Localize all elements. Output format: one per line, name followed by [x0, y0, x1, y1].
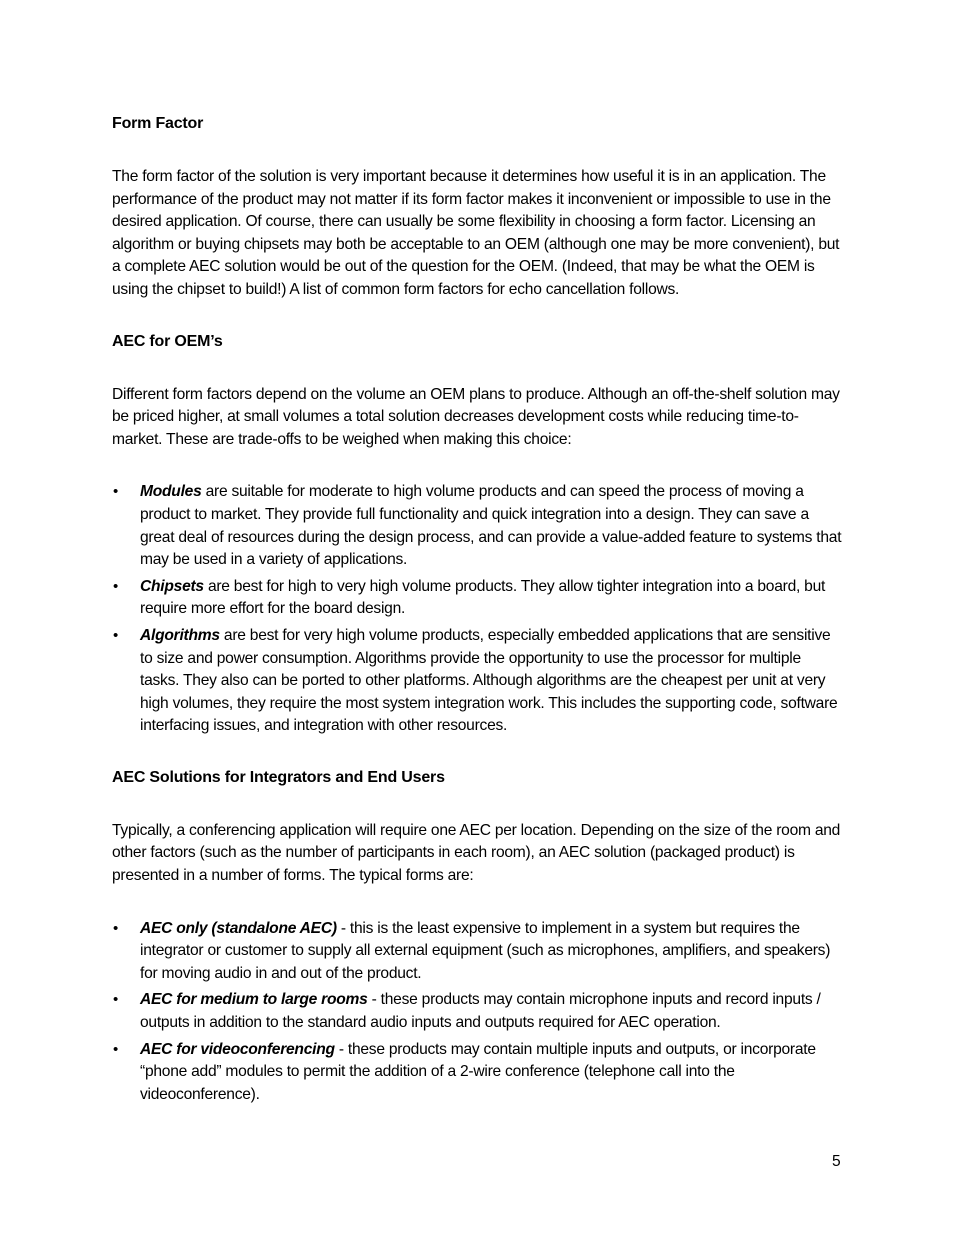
list-item-term: AEC only (standalone AEC) [140, 919, 337, 937]
list-item [112, 481, 842, 571]
section-heading: Form Factor [112, 115, 204, 132]
bullet-list [112, 918, 842, 1107]
list-item-text: are suitable for moderate to high volume products and can speed the process of moving a product to market. They provide full functionality and quick integration into a design. They can save a great deal of resources during the design process, and can provide a value-added feature to systems that may be used in a variety of applications. [140, 483, 842, 569]
bullet-icon: • [113, 919, 119, 937]
list-item [112, 918, 842, 986]
section-heading: AEC for OEM’s [112, 332, 223, 350]
bullet-list [112, 481, 842, 738]
list-item-term: AEC for videoconferencing [140, 1040, 335, 1058]
list-item-term: AEC for medium to large rooms [140, 991, 368, 1009]
list-item [112, 625, 842, 738]
paragraph: Different form factors depend on the volume an OEM plans to produce. Although an off-the-shelf solution may be priced higher, at small volumes a total solution decreases development costs while reducing time-to-market. These are trade-offs to be weighed when making this choice: [112, 385, 840, 448]
list-item [112, 576, 842, 621]
list-item-text: are best for very high volume products, especially embedded applications that are sensitive to size and power consumption. Algorithms provide the opportunity to use the processor for multiple tasks. They also can be ported to other platforms. Although algorithms are the cheapest per unit at very high volumes, they require the most system integration work. This includes the supporting code, software interfacing issues, and integration with other resources. [140, 626, 838, 735]
document-page [112, 114, 842, 1136]
list-item-term: Modules [140, 483, 202, 501]
section-aec-solutions-integrators [112, 768, 842, 1107]
list-item-text: - these products may contain multiple inputs and outputs, or incorporate “phone add” modules to permit the addition of a 2-wire conference (telephone call into the videoconference). [140, 1040, 816, 1103]
bullet-icon: • [113, 626, 119, 644]
bullet-icon: • [113, 483, 119, 501]
bullet-icon: • [113, 577, 119, 595]
list-item-text: - this is the least expensive to implement in a system but requires the integrator or customer to supply all external equipment (such as microphones, amplifiers, and speakers) for moving audio in and out of the product. [140, 919, 831, 982]
section-heading: AEC Solutions for Integrators and End Users [112, 768, 445, 786]
bullet-icon: • [113, 1040, 119, 1058]
list-item [112, 1039, 842, 1107]
section-form-factor [112, 114, 842, 302]
paragraph: Typically, a conferencing application will require one AEC per location. Depending on the size of the room and other factors (such as the number of participants in each room), an AEC solution (packaged product) is presented in a number of forms. The typical forms are: [112, 821, 841, 885]
list-item [112, 989, 842, 1034]
section-aec-for-oems [112, 332, 842, 738]
list-item-term: Chipsets [140, 577, 204, 595]
list-item-term: Algorithms [140, 626, 220, 644]
page-number: 5 [832, 1153, 841, 1170]
list-item-text: are best for high to very high volume products. They allow tighter integration into a board, but require more effort for the board design. [140, 577, 826, 618]
bullet-icon: • [113, 991, 119, 1009]
list-item-text: - these products may contain microphone inputs and record inputs / outputs in addition to the standard audio inputs and outputs required for AEC operation. [140, 991, 821, 1032]
paragraph: The form factor of the solution is very important because it determines how useful it is in an application. The performance of the product may not matter if its form factor makes it inconvenient or impossible to use in the desired application. Of course, there can usually be some flexibility in choosing a form factor. Licensing an algorithm or buying chipsets may both be acceptable to an OEM (although one may be more convenient), but a complete AEC solution would be out of the question for the OEM. (Indeed, that may be what the OEM is using the chipset to build!) A list of common form factors for echo cancellation follows. [112, 168, 840, 298]
